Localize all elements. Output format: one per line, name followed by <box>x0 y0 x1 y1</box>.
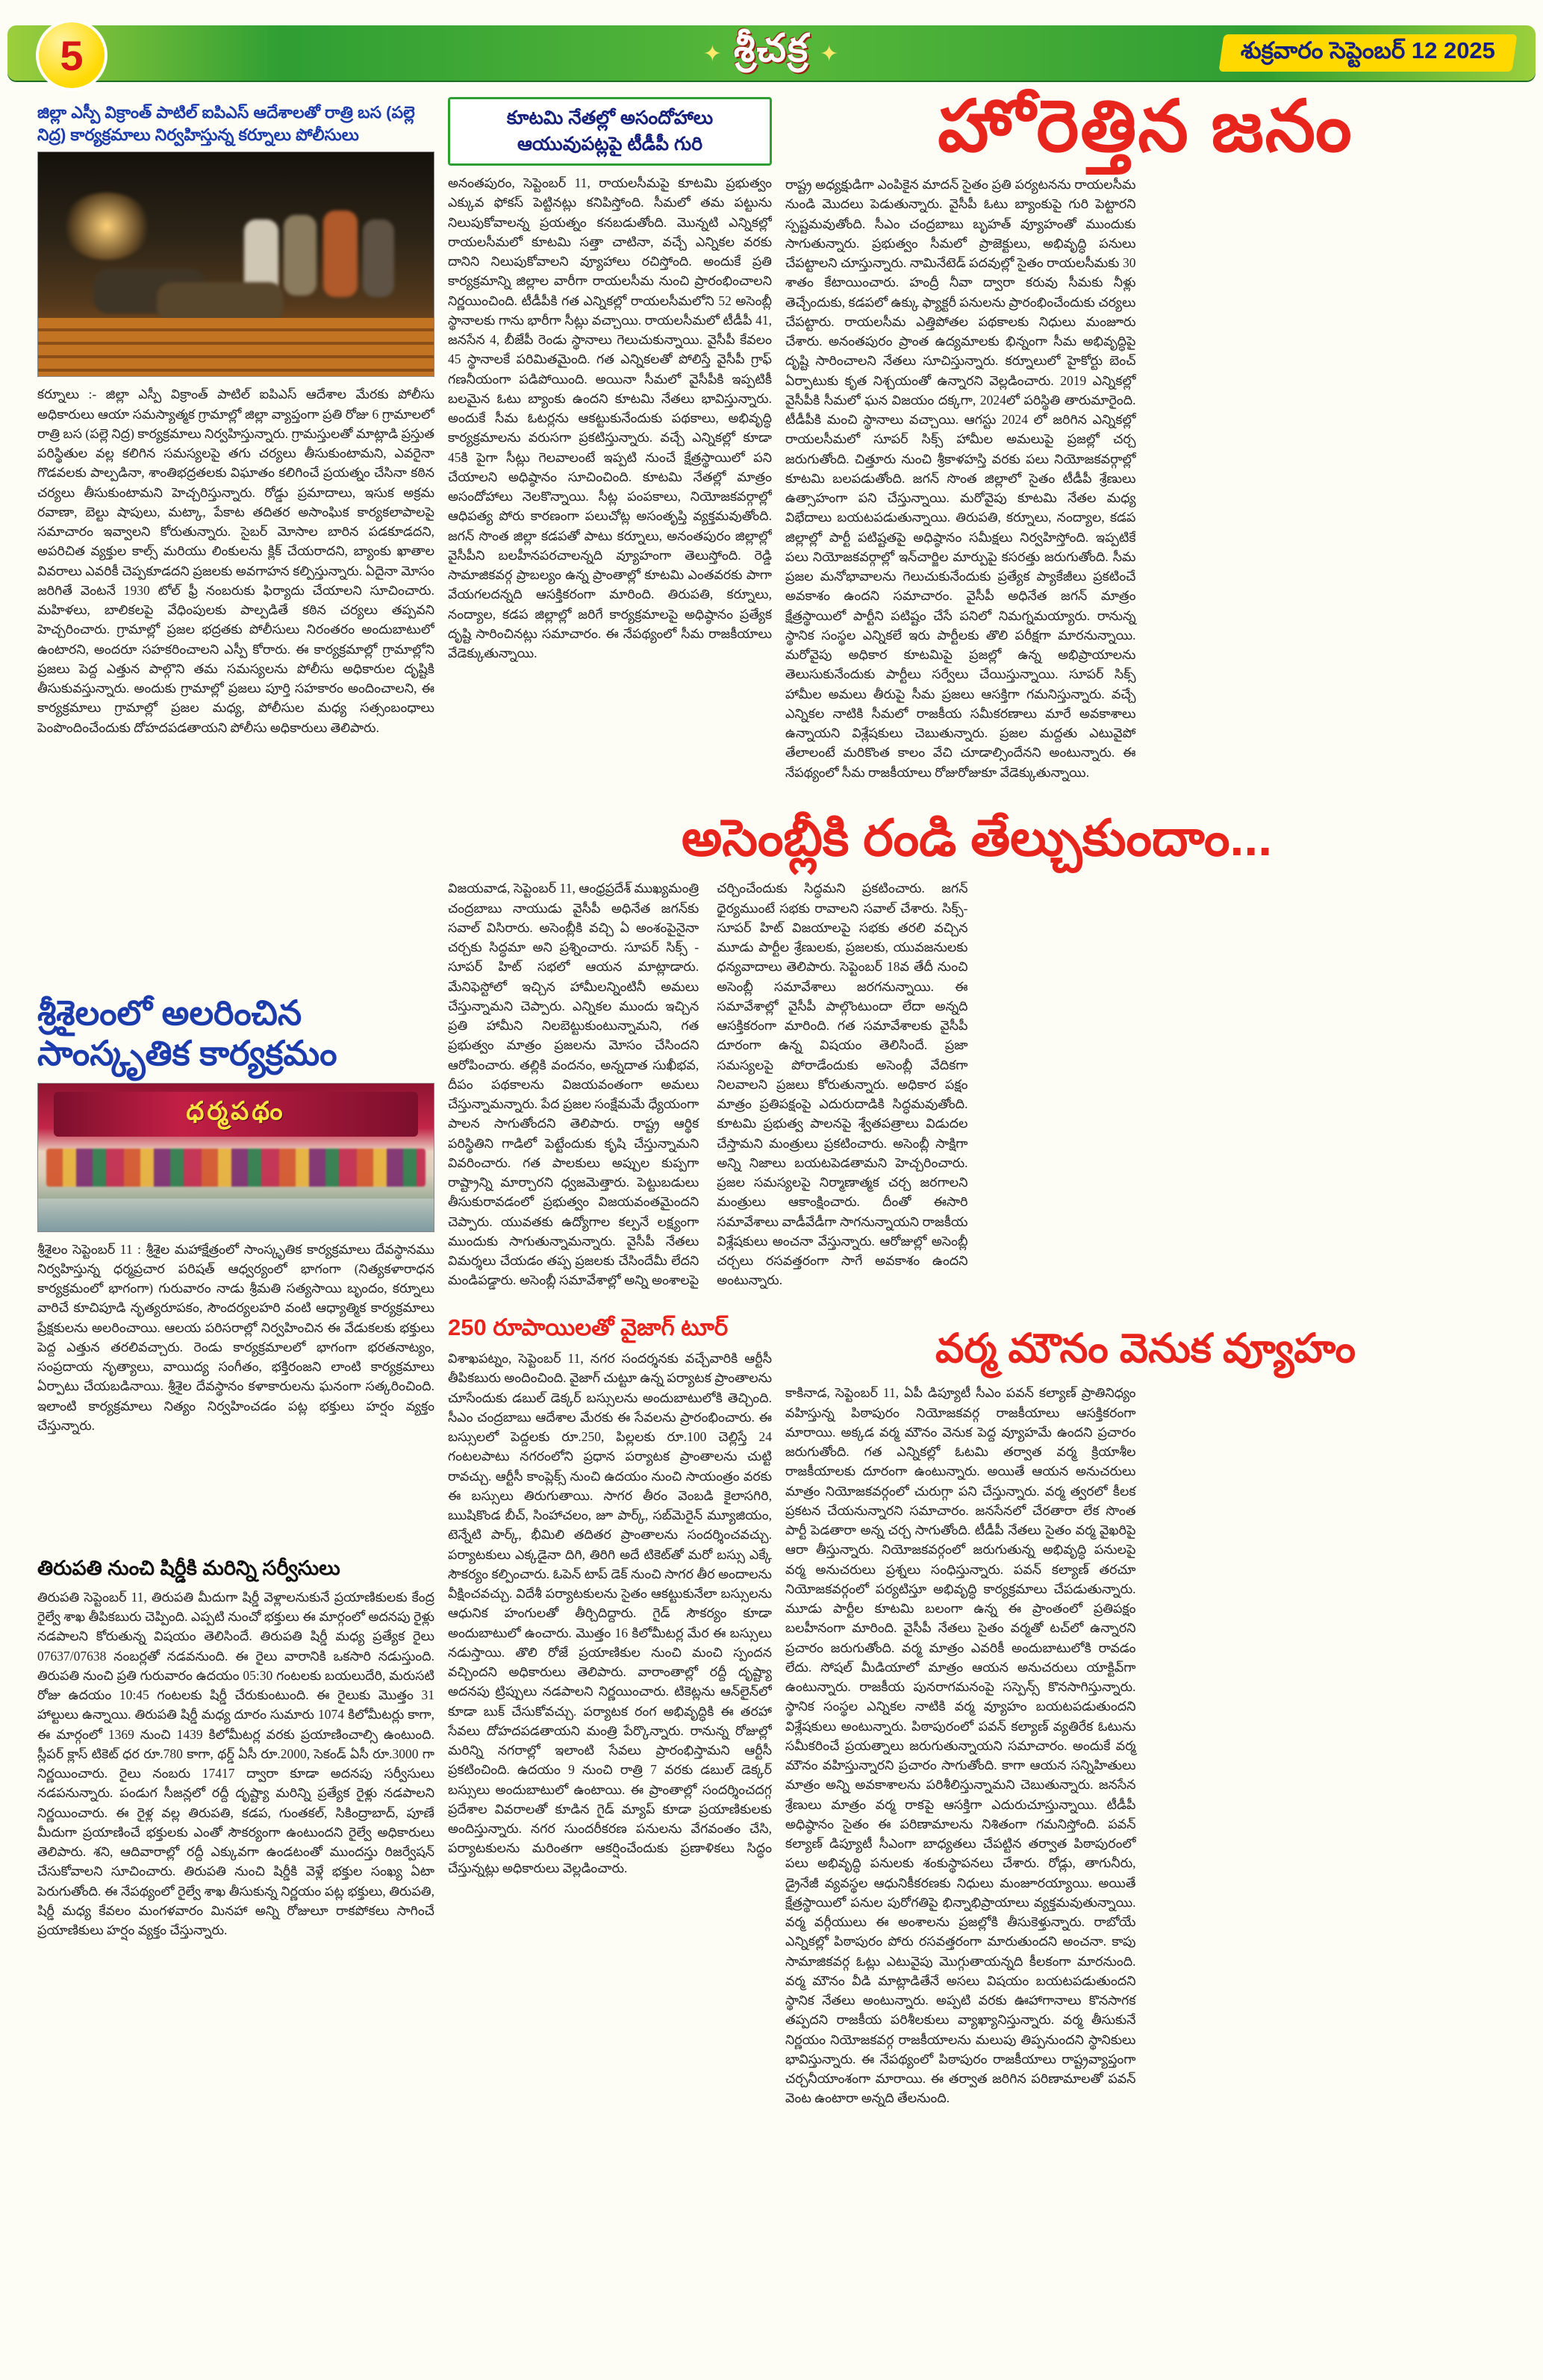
srisailam-photo <box>37 1083 434 1232</box>
kurnool-body: కర్నూలు :- జిల్లా ఎస్పీ విక్రాంత్ పాటిల్ ఐపిఎస్ ఆదేశాల మేరకు పోలీసు అధికారులు ఆయా సమస్యాత్మక గ్రామాల్లో జిల్లా వ్యాప్తంగా ప్రతి రోజు 6 గ్రామాలలో రాత్రి బస (పల్లె నిద్ర) కార్యక్రమాలు నిర్వహిస్తున్నారు. గ్రామస్తులతో మాట్లాడి ప్రస్తుత పరిస్థితుల వల్ల కలిగిన సమస్యలపై తగు చర్యలు తీసుకుంటామని, ఎవరైనా గొడవలకు పాల్పడినా, శాంతిభద్రతలకు విఘాతం కలిగించే ప్రయత్నం చేసినా కఠిన చర్యలు తీసుకుంటామని హెచ్చరిస్తున్నారు. రోడ్డు ప్రమాదాలు, ఇసుక అక్రమ రవాణా, బెల్టు షాపులు, మట్కా, పేకాట తదితర అసాంఘిక కార్యకలాపాలపై సమాచారం ఇవ్వాలని కోరుతున్నారు. సైబర్ మోసాల బారిన పడకూడదని, అపరిచిత వ్యక్తుల కాల్స్ మరియు లింకులను క్లిక్ చేయరాదని, బ్యాంకు ఖాతాల వివరాలు ఎవరికీ చెప్పకూడదని ప్రజలకు అవగాహన కల్పిస్తున్నారు. ఏదైనా మోసం జరిగితే వెంటనే 1930 టోల్ ఫ్రీ నంబరుకు ఫిర్యాదు చేయాలని సూచించారు. మహిళలు, బాలికలపై వేధింపులకు పాల్పడితే కఠిన చర్యలు తప్పవని హెచ్చరించారు. గ్రామాల్లో ప్రజల భద్రతకు పోలీసులు నిరంతరం అందుబాటులో ఉంటారని, అందరూ సహకరించాలని ఎస్పీ కోరారు. ఈ కార్యక్రమాల్లో గ్రామాల్లోని ప్రజలు పెద్ద ఎత్తున పాల్గొని తమ సమస్యలను పోలీసు అధికారుల దృష్టికి తీసుకువస్తున్నారు. అందుకు గ్రామాల్లో ప్రజలు పూర్తి సహకారం అందించాలని, ఈ కార్యక్రమాలు గ్రామాల్లో ప్రజల మధ్య, పోలీసుల మధ్య సత్సంబంధాలు పెంపొందించేందుకు దోహదపడతాయని పోలీసు అధికారులు తెలిపారు. <box>37 387 434 735</box>
stage-floor <box>38 1199 434 1231</box>
date-text: శుక్రవారం సెప్టెంబర్ 12 2025 <box>1241 37 1495 63</box>
janam-body: రాష్ట్ర అధ్యక్షుడిగా ఎంపికైన మాదన్ సైతం ప్రతి పర్యటనను రాయలసీమ నుండి మొదలు పెడుతున్నారు. వైసీపీ ఓటు బ్యాంకుపై గురి పెట్టారని స్పష్టమవుతోంది. సీఎం చంద్రబాబు బృహత్ వ్యూహంతో ముందుకు సాగుతున్నారు. ప్రభుత్వం సీమలో ప్రాజెక్టులు, అభివృద్ధి పనులు చేపట్టాలని చూస్తున్నారు. నామినేటెడ్ పదవుల్లో సైతం రాయలసీమకు 30 శాతం కేటాయించారు. హంద్రీ నీవా ద్వారా కరువు సీమకు నీళ్లు తెచ్చేందుకు, కడపలో ఉక్కు ఫ్యాక్టరీ పనులను ప్రారంభించేందుకు చర్యలు చేపట్టారు. రాయలసీమ ఎత్తిపోతల పథకాలకు నిధులు మంజూరు చేశారు. అనంతపురం ప్రాంత ఉద్యమాలకు భిన్నంగా సీమ అభివృద్ధిపై దృష్టి సారించాలని నేతలు సూచిస్తున్నారు. కర్నూలులో హైకోర్టు బెంచ్ ఏర్పాటుకు కృత నిశ్చయంతో ఉన్నారని వెల్లడించారు. 2019 ఎన్నికల్లో వైసీపీకి సీమలో ఘన విజయం దక్కగా, 2024లో పరిస్థితి తారుమారైంది. టీడీపీకి మంచి స్థానాలు వచ్చాయి. ఆగస్టు 2024 లో జరిగిన ఎన్నికల్లో రాయలసీమలో సూపర్ సిక్స్ హామీల అమలుపై ప్రజల్లో చర్చ జరుగుతోంది. చిత్తూరు నుంచి శ్రీకాళహస్తి వరకు పలు నియోజకవర్గాల్లో కూటమి బలపడుతోంది. జగన్ సొంత జిల్లాలో సైతం టీడీపీ శ్రేణులు ఉత్సాహంగా పని చేస్తున్నాయి. మరోవైపు కూటమి నేతల మధ్య విభేదాలు బయటపడుతున్నాయి. తిరుపతి, కర్నూలు, నంద్యాల, కడప జిల్లాల్లో పార్టీ పటిష్టతపై అధిష్ఠానం సమీక్షలు నిర్వహిస్తోంది. ఇప్పటికే పలు నియోజకవర్గాల్లో ఇన్‌చార్జిల మార్పుపై కసరత్తు జరుగుతోంది. సీమ ప్రజల మనోభావాలను గెలుచుకునేందుకు ప్రత్యేక ప్యాకేజీలు ప్రకటించే అవకాశం ఉందని సమాచారం. వైసీపీ అధినేత జగన్ మాత్రం క్షేత్రస్థాయిలో పార్టీని పటిష్టం చేసే పనిలో నిమగ్నమయ్యారు. రానున్న స్థానిక సంస్థల ఎన్నికలే ఇరు పార్టీలకు తొలి పరీక్షగా మారనున్నాయి. మరోవైపు అధికార కూటమిపై ప్రజల్లో ఉన్న అభిప్రాయాలను తెలుసుకునేందుకు పార్టీలు సర్వేలు చేయిస్తున్నాయి. సూపర్ సిక్స్ హామీల అమలు తీరుపై సీమ ప్రజలు ఆసక్తిగా గమనిస్తున్నారు. వచ్చే ఎన్నికల నాటికి సీమలో రాజకీయ సమీకరణాలు మారే అవకాశాలు ఉన్నాయని విశ్లేషకులు చెబుతున్నారు. ప్రజల మద్దతు ఎటువైపో తేలాలంటే మరికొంత కాలం వేచి చూడాల్సిందేనని అంటున్నారు. ఈ నేపథ్యంలో సీమ రాజకీయాలు రోజురోజుకూ వేడెక్కుతున్నాయి. <box>785 177 1136 780</box>
page-number-badge: 5 <box>36 19 107 91</box>
anantapur-headline: కూటమి నేతల్లో అసందోహాలు ఆయువుపట్లపై టీడీపీ గురి <box>448 97 772 166</box>
person-figure <box>323 210 358 297</box>
article-tirupati <box>37 1556 434 2334</box>
temple-steps <box>38 318 434 376</box>
varma-headline: వర్మ మౌనం వెనుక వ్యూహం <box>935 1326 1356 1371</box>
janam-headline: హోరెత్తిన జనం <box>938 87 1353 166</box>
person-figure <box>284 215 317 296</box>
tirupati-headline: తిరుపతి నుంచి షిర్డీకి మరిన్ని సర్వీసులు <box>37 1557 340 1579</box>
masthead-text: శ్రీచక్ర <box>733 26 810 70</box>
anantapur-body: అనంతపురం, సెప్టెంబర్ 11, రాయలసీమపై కూటమి ప్రభుత్వం ఎక్కువ ఫోకస్ పెట్టినట్లు కనిపిస్తోంది. సీమలో తమ పట్టును నిలుపుకోవాలన్న ప్రయత్నం కనబడుతోంది. మొన్నటి ఎన్నికల్లో రాయలసీమలో కూటమి సత్తా చాటినా, వచ్చే ఎన్నికల వరకు దానిని నిలుపుకోవాలని వ్యూహాలు రచిస్తోంది. అందుకే ప్రతి కార్యక్రమాన్ని జిల్లాల వారీగా రాయలసీమ నుంచి ప్రారంభించాలని నిర్ణయించింది. టీడీపీకి గత ఎన్నికల్లో రాయలసీమలోని 52 అసెంబ్లీ స్థానాలకు గాను భారీగా సీట్లు వచ్చాయి. రాయలసీమలో టీడీపీ 41, జనసేన 4, బీజేపీ రెండు స్థానాలు గెలుచుకున్నాయి. వైసీపీ కేవలం 45 స్థానాలకే పరిమితమైంది. గత ఎన్నికలతో పోలిస్తే వైసీపీ గ్రాఫ్ గణనీయంగా పడిపోయింది. అయినా సీమలో వైసీపీకి ఇప్పటికీ బలమైన ఓటు బ్యాంకు ఉందని కూటమి నేతలు భావిస్తున్నారు. అందుకే సీమ ఓటర్లను ఆకట్టుకునేందుకు పథకాలు, అభివృద్ధి కార్యక్రమాలను వరుసగా ప్రకటిస్తున్నారు. వచ్చే ఎన్నికల్లో కూడా 45కి పైగా సీట్లు గెలవాలంటే ఇప్పటి నుంచే క్షేత్రస్థాయిలో పని చేయాలని అధిష్ఠానం సూచించింది. కూటమి నేతల్లో మాత్రం అసందోహాలు నెలకొన్నాయి. సీట్ల పంపకాలు, నియోజకవర్గాల్లో ఆధిపత్య పోరు కారణంగా పలుచోట్ల అసంతృప్తి వ్యక్తమవుతోంది. జగన్ సొంత జిల్లా కడపతో పాటు కర్నూలు, అనంతపురం జిల్లాల్లో వైసీపీని బలహీనపరచాలన్నది వ్యూహంగా తెలుస్తోంది. రెడ్డి సామాజికవర్గ ప్రాబల్యం ఉన్న ప్రాంతాల్లో కూటమి ఎంతవరకు పాగా వేయగలదన్నది ఆసక్తికరంగా మారింది. తిరుపతి, కర్నూలు, నంద్యాల, కడప జిల్లాల్లో జరిగే కార్యక్రమాలపై అధిష్ఠానం ప్రత్యేక దృష్టి సారించినట్లు సమాచారం. ఈ నేపథ్యంలో సీమ రాజకీయాలు వేడెక్కుతున్నాయి. <box>448 175 772 660</box>
sparkle-icon: ✦ <box>820 41 841 66</box>
article-janam <box>785 87 1506 788</box>
article-kurnool <box>37 101 434 959</box>
masthead-bar <box>7 25 1536 81</box>
assembly-headline: అసెంబ్లీకి రండి తేల్చుకుందాం... <box>681 810 1273 866</box>
srisailam-body: శ్రీశైలం సెప్టెంబర్ 11 : శ్రీశైల మహాక్షేత్రంలో సాంస్కృతిక కార్యక్రమాలు దేవస్థానము నిర్వహిస్తున్న ధర్మప్రచార పరిషత్ ఆధ్వర్యంలో భాగంగా (నిత్యకళారాధన కార్యక్రమంలో భాగంగా) గురువారం నాడు శ్రీమతి సత్యసాయి బృందం, కర్నూలు వారిచే కూచిపూడి నృత్యరూపకం, సౌందర్యలహరి వంటి ఆధ్యాత్మిక కార్యక్రమాలు ప్రేక్షకులను అలరించాయి. ఆలయ పరిసరాల్లో నిర్వహించిన ఈ వేడుకలకు భక్తులు పెద్ద ఎత్తున తరలివచ్చారు. రెండు కార్యక్రమాలలో భాగంగా భరతనాట్యం, సంప్రదాయ నృత్యాలు, వాయిద్య సంగీతం, భక్తిరంజని లాంటి కార్యక్రమాలు ఏర్పాటు చేయబడినాయి. శ్రీశైల దేవస్థానం కళాకారులను ఘనంగా సత్కరించింది. ఇలాంటి కార్యక్రమాలు నిత్యం నిర్వహించడం పట్ల భక్తులు హర్షం వ్యక్తం చేస్తున్నారు. <box>37 1241 434 1433</box>
article-anantapur <box>448 97 772 793</box>
assembly-body: విజయవాడ, సెప్టెంబర్ 11, ఆంధ్రప్రదేశ్ ముఖ్యమంత్రి చంద్రబాబు నాయుడు వైసీపీ అధినేత జగన్‌కు సవాల్ విసిరారు. అసెంబ్లీకి వచ్చి ఏ అంశంపైనైనా చర్చకు సిద్ధమా అని ప్రశ్నించారు. సూపర్ సిక్స్ - సూపర్ హిట్ సభలో ఆయన మాట్లాడారు. మేనిఫెస్టోలో ఇచ్చిన హామీలన్నింటినీ అమలు చేస్తున్నామని చెప్పారు. ఎన్నికల ముందు ఇచ్చిన ప్రతి హామీని నిలబెట్టుకుంటున్నామని, గత ప్రభుత్వం మాత్రం ప్రజలను మోసం చేసిందని ఆరోపించారు. తల్లికి వందనం, అన్నదాత సుఖీభవ, దీపం పథకాలను విజయవంతంగా అమలు చేస్తున్నామన్నారు. పేద ప్రజల సంక్షేమమే ధ్యేయంగా పాలన సాగుతోందని తెలిపారు. రాష్ట్ర ఆర్థిక పరిస్థితిని గాడిలో పెట్టేందుకు కృషి చేస్తున్నామని వివరించారు. గత పాలకులు అప్పుల కుప్పగా రాష్ట్రాన్ని మార్చారని ధ్వజమెత్తారు. పెట్టుబడులు తీసుకురావడంలో ప్రభుత్వం విజయవంతమైందని చెప్పారు. యువతకు ఉద్యోగాల కల్పనే లక్ష్యంగా ముందుకు సాగుతున్నామన్నారు. వైసీపీ నేతలు విమర్శలు చేయడం తప్ప ప్రజలకు చేసిందేమీ లేదని మండిపడ్డారు. అసెంబ్లీ సమావేశాల్లో అన్ని అంశాలపై చర్చించేందుకు సిద్ధమని ప్రకటించారు. జగన్ ధైర్యముంటే సభకు రావాలని సవాల్ చేశారు. సిక్స్- సూపర్ హిట్ విజయాలపై సభకు తరలి వచ్చిన మూడు పార్టీల శ్రేణులకు, ప్రజలకు, యువజనులకు ధన్యవాదాలు తెలిపారు. సెప్టెంబర్ 18వ తేదీ నుంచి అసెంబ్లీ సమావేశాలు జరగనున్నాయి. ఈ సమావేశాల్లో వైసీపీ పాల్గొంటుందా లేదా అన్నది ఆసక్తికరంగా మారింది. గత సమావేశాలకు వైసీపీ దూరంగా ఉన్న విషయం తెలిసిందే. ప్రజా సమస్యలపై పోరాడేందుకు అసెంబ్లీ వేదికగా నిలవాలని ప్రజలు కోరుతున్నారు. అధికార పక్షం మాత్రం ప్రతిపక్షంపై ఎదురుదాడికి సిద్ధమవుతోంది. కూటమి ప్రభుత్వ పాలనపై శ్వేతపత్రాలు విడుదల చేస్తామని మంత్రులు ప్రకటించారు. అసెంబ్లీ సాక్షిగా అన్ని నిజాలు బయటపెడతామని హెచ్చరించారు. ప్రజల సమస్యలపై నిర్మాణాత్మక చర్చ జరగాలని మంత్రులు ఆకాంక్షించారు. దీంతో ఈసారి సమావేశాలు వాడీవేడీగా సాగనున్నాయని రాజకీయ విశ్లేషకులు అంచనా వేస్తున్నారు. ఆరోజుల్లో అసెంబ్లీ చర్చలు రసవత్తరంగా సాగే అవకాశం ఉందని అంటున్నారు. <box>448 881 968 1288</box>
article-assembly <box>448 812 1506 1290</box>
banner-text: ధర్మపథం <box>186 1096 286 1125</box>
seated-crowd <box>157 282 284 322</box>
date-badge <box>1219 34 1518 72</box>
article-vizag <box>448 1314 772 2334</box>
srisailam-headline: శ్రీశైలంలో అలరించిన సాంస్కృతిక కార్యక్రమం <box>37 993 337 1073</box>
vizag-headline: 250 రూపాయిలతో వైజాగ్ టూర్ <box>448 1314 729 1340</box>
vizag-body: విశాఖపట్నం, సెప్టెంబర్ 11, నగర సందర్శనకు వచ్చేవారికి ఆర్టీసీ తీపికబురు అందించింది. వైజాగ్ చుట్టూ ఉన్న పర్యాటక ప్రాంతాలను చూసేందుకు డబుల్ డెక్కర్ బస్సులను అందుబాటులోకి తెచ్చింది. సీఎం చంద్రబాబు ఆదేశాల మేరకు ఈ సేవలను ప్రారంభించారు. ఈ బస్సులలో పెద్దలకు రూ.250, పిల్లలకు రూ.100 చెల్లిస్తే 24 గంటలపాటు నగరంలోని ప్రధాన పర్యాటక ప్రాంతాలను చుట్టి రావచ్చు. ఆర్టీసీ కాంప్లెక్స్ నుంచి ఉదయం నుంచి సాయంత్రం వరకు ఈ బస్సులు తిరుగుతాయి. సాగర తీరం వెంబడి కైలాసగిరి, ఋషికొండ బీచ్, సింహాచలం, జూ పార్క్, సబ్‌మెరైన్ మ్యూజియం, టెన్నేటి పార్క్, భీమిలి తదితర ప్రాంతాలను సందర్శించవచ్చు. పర్యాటకులు ఎక్కడైనా దిగి, తిరిగి అదే టికెట్‌తో మరో బస్సు ఎక్కే సౌకర్యం కల్పించారు. ఓపెన్ టాప్ డెక్ నుంచి సాగర తీర అందాలను వీక్షించవచ్చు. విదేశీ పర్యాటకులను సైతం ఆకట్టుకునేలా బస్సులను ఆధునిక హంగులతో తీర్చిదిద్దారు. గైడ్ సౌకర్యం కూడా అందుబాటులో ఉంచారు. మొత్తం 16 కిలోమీటర్ల మేర ఈ బస్సులు నడుస్తాయి. తొలి రోజే ప్రయాణికుల నుంచి మంచి స్పందన వచ్చిందని అధికారులు తెలిపారు. వారాంతాల్లో రద్దీ దృష్ట్యా అదనపు ట్రిప్పులు నడపాలని నిర్ణయించారు. టికెట్లను ఆన్‌లైన్‌లో కూడా బుక్ చేసుకోవచ్చు. పర్యాటక రంగ అభివృద్ధికి ఈ తరహా సేవలు దోహదపడతాయని మంత్రి పేర్కొన్నారు. రానున్న రోజుల్లో మరిన్ని నగరాల్లో ఇలాంటి సేవలు ప్రారంభిస్తామని ఆర్టీసీ ప్రకటించింది. ఉదయం 9 నుంచి రాత్రి 7 వరకు డబుల్ డెక్కర్ బస్సులు అందుబాటులో ఉంటాయి. ఈ ప్రాంతాల్లో సందర్శించదగ్గ ప్రదేశాల వివరాలతో కూడిన గైడ్ మ్యాప్ కూడా ప్రయాణికులకు అందిస్తున్నారు. నగర సుందరీకరణ పనులను వేగవంతం చేసి, పర్యాటకులను మరింతగా ఆకర్షించేందుకు ప్రణాళికలు సిద్ధం చేస్తున్నట్లు అధికారులు వెల్లడించారు. <box>448 1351 772 1875</box>
person-figure <box>363 219 394 297</box>
sparkle-icon: ✦ <box>702 41 723 66</box>
kurnool-photo <box>37 152 434 377</box>
article-srisailam <box>37 993 434 1516</box>
varma-body: కాకినాడ, సెప్టెంబర్ 11, ఏపీ డిప్యూటీ సీఎం పవన్ కల్యాణ్ ప్రాతినిధ్యం వహిస్తున్న పిఠాపురం నియోజకవర్గ రాజకీయాలు ఆసక్తికరంగా మారాయి. అక్కడ వర్మ మౌనం వెనుక పెద్ద వ్యూహమే ఉందని ప్రచారం జరుగుతోంది. గత ఎన్నికల్లో ఓటమి తర్వాత వర్మ క్రియాశీల రాజకీయాలకు దూరంగా ఉంటున్నారు. అయితే ఆయన అనుచరులు మాత్రం నియోజకవర్గంలో చురుగ్గా పని చేస్తున్నారు. వర్మ త్వరలో కీలక ప్రకటన చేయనున్నారని సమాచారం. జనసేనలో చేరతారా లేక సొంత పార్టీ పెడతారా అన్న చర్చ సాగుతోంది. టీడీపీ నేతలు సైతం వర్మ వైఖరిపై ఆరా తీస్తున్నారు. నియోజకవర్గంలో జరుగుతున్న అభివృద్ధి పనులపై వర్మ అనుచరులు ప్రశ్నలు సంధిస్తున్నారు. పవన్ కల్యాణ్ తరచూ నియోజకవర్గంలో పర్యటిస్తూ అభివృద్ధి కార్యక్రమాలు చేపడుతున్నారు. మూడు పార్టీల కూటమి బలంగా ఉన్న ఈ ప్రాంతంలో ప్రతిపక్షం బలహీనంగా మారింది. వైసీపీ నేతలు సైతం వర్మతో టచ్‌లో ఉన్నారని ప్రచారం జరుగుతోంది. వర్మ మాత్రం ఎవరికీ అందుబాటులోకి రావడం లేదు. సోషల్ మీడియాలో మాత్రం ఆయన అనుచరులు యాక్టివ్‌గా ఉంటున్నారు. రాజకీయ పునరాగమనంపై సస్పెన్స్ కొనసాగిస్తున్నారు. స్థానిక సంస్థల ఎన్నికల నాటికి వర్మ వ్యూహం బయటపడుతుందని విశ్లేషకులు అంటున్నారు. పిఠాపురంలో పవన్ కల్యాణ్ వ్యతిరేక ఓటును సమీకరించే ప్రయత్నాలు జరుగుతున్నాయని సమాచారం. అందుకే వర్మ మౌనం వహిస్తున్నారని ప్రచారం సాగుతోంది. కాగా ఆయన సన్నిహితులు మాత్రం అన్ని అవకాశాలను పరిశీలిస్తున్నామని చెబుతున్నారు. జనసేన శ్రేణులు మాత్రం వర్మ రాకపై ఆసక్తిగా ఎదురుచూస్తున్నాయి. టీడీపీ అధిష్ఠానం సైతం ఈ పరిణామాలను నిశితంగా గమనిస్తోంది. పవన్ కల్యాణ్ డిప్యూటీ సీఎంగా బాధ్యతలు చేపట్టిన తర్వాత పిఠాపురంలో పలు అభివృద్ధి పనులకు శంకుస్థాపనలు చేశారు. రోడ్లు, తాగునీరు, డ్రైనేజీ వ్యవస్థల ఆధునికీకరణకు నిధులు మంజూరయ్యాయి. అయితే క్షేత్రస్థాయిలో పనుల పురోగతిపై భిన్నాభిప్రాయాలు వ్యక్తమవుతున్నాయి. వర్మ వర్గీయులు ఈ అంశాలను ప్రజల్లోకి తీసుకెళ్తున్నారు. రాబోయే ఎన్నికల్లో పిఠాపురం పోరు రసవత్తరంగా మారుతుందని అంచనా. కాపు సామాజికవర్గ ఓట్లు ఎటువైపు మొగ్గుతాయన్నది కీలకంగా మారనుంది. వర్మ మౌనం వీడి మాట్లాడితేనే అసలు విషయం బయటపడుతుందని స్థానిక నేతలు అంటున్నారు. అప్పటి వరకు ఊహాగానాలు కొనసాగక తప్పదని రాజకీయ పరిశీలకులు వ్యాఖ్యానిస్తున్నారు. వర్మ తీసుకునే నిర్ణయం నియోజకవర్గ రాజకీయాలను మలుపు తిప్పనుందని స్థానికులు భావిస్తున్నారు. ఈ నేపథ్యంలో పిఠాపురం రాజకీయాలు రాష్ట్రవ్యాప్తంగా చర్చనీయాంశంగా మారాయి. ఈ తర్వాత జరిగిన పరిణామాలతో పవన్ వెంట ఉంటారా అన్నది తేలనుంది. <box>785 1385 1136 2106</box>
lamp-glow <box>62 193 152 260</box>
kurnool-headline: జిల్లా ఎస్పీ విక్రాంత్ పాటిల్ ఐపిఎస్ ఆదేశాలతో రాత్రి బస (పల్లె నిద్ర) కార్యక్రమాలు నిర్వహిస్తున్న కర్నూలు పోలీసులు <box>37 103 415 144</box>
masthead-title <box>693 26 851 81</box>
article-varma <box>785 1327 1506 2338</box>
stage-banner <box>54 1092 418 1136</box>
tirupati-body: తిరుపతి సెప్టెంబర్ 11, తిరుపతి మీదుగా షిర్డీ వెళ్లాలనుకునే ప్రయాణికులకు కేంద్ర రైల్వే శాఖ తీపికబురు చెప్పింది. ఎప్పటి నుంచో భక్తులు ఈ మార్గంలో అదనపు రైళ్లు నడపాలని కోరుతున్న విషయం తెలిసిందే. తిరుపతి షిర్డీ మధ్య ప్రత్యేక రైలు 07637/07638 నంబర్లతో నడవనుంది. ఈ రైలు వారానికి ఒకసారి నడుస్తుంది. తిరుపతి నుంచి ప్రతి గురువారం ఉదయం 05:30 గంటలకు బయలుదేరి, మరుసటి రోజు ఉదయం 10:45 గంటలకు షిర్డీ చేరుకుంటుంది. ఈ రైలుకు మొత్తం 31 హాల్టులు ఉన్నాయి. తిరుపతి షిర్డీ మధ్య దూరం సుమారు 1074 కిలోమీటర్లు కాగా, ఈ మార్గంలో 1369 నుంచి 1439 కిలోమీటర్ల వరకు ప్రయాణించాల్సి ఉంటుంది. స్లీపర్ క్లాస్ టికెట్ ధర రూ.780 కాగా, థర్డ్ ఏసీ రూ.2000, సెకండ్ ఏసీ రూ.3000 గా నిర్ణయించారు. రైలు నంబరు 17417 ద్వారా కూడా అదనపు సర్వీసులు నడపనున్నారు. పండుగ సీజన్లలో రద్దీ దృష్ట్యా మరిన్ని ప్రత్యేక రైళ్లు నడపాలని నిర్ణయించారు. ఈ రైళ్ల వల్ల తిరుపతి, కడప, గుంతకల్, సికింద్రాబాద్, పూణే మీదుగా ప్రయాణించే భక్తులకు ఎంతో సౌకర్యంగా ఉంటుందని రైల్వే అధికారులు తెలిపారు. శని, ఆదివారాల్లో రద్దీ ఎక్కువగా ఉండటంతో ముందస్తు రిజర్వేషన్ చేసుకోవాలని సూచించారు. తిరుపతి నుంచి షిర్డీకి వెళ్లే భక్తుల సంఖ్య ఏటా పెరుగుతోంది. ఈ నేపథ్యంలో రైల్వే శాఖ తీసుకున్న నిర్ణయం పట్ల భక్తులు, తిరుపతి, షిర్డీ మధ్య కేవలం మంగళవారం మినహా అన్ని రోజులూ రాకపోకలు సాగించే ప్రయాణికులు హర్షం వ్యక్తం చేస్తున్నారు. <box>37 1589 434 1937</box>
performers-row <box>46 1149 426 1187</box>
